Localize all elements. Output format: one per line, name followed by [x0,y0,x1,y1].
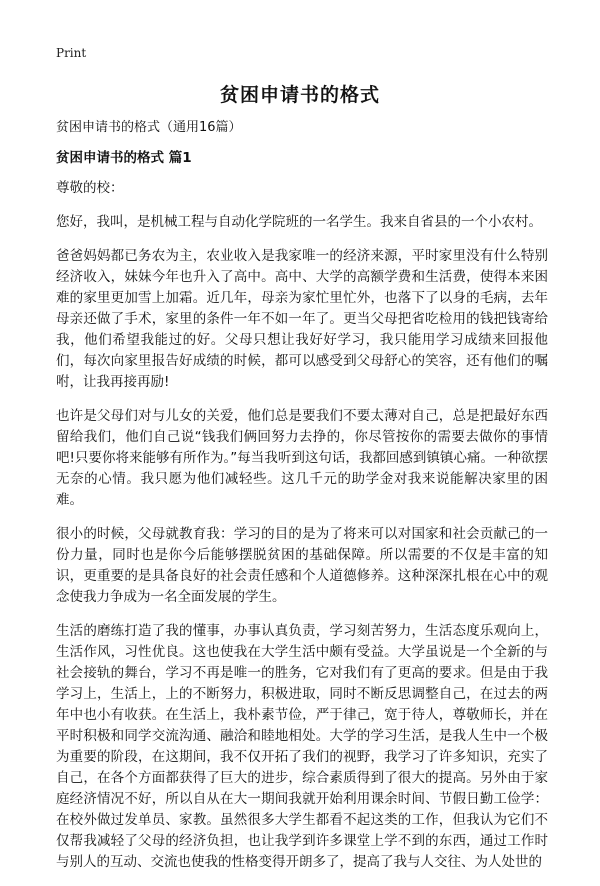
paragraph-parents-care: 也许是父母们对与儿女的关爱，他们总是要我们不要太薄对自己，总是把最好东西留给我们，他们自己说“钱我们俩回努力去挣的，你尽管按你的需要去做你的事情吧!只要你将来能够有所作为。”每当我听到这句话，我都回感到镇镇心痛。一种欲摆无奈的心情。我只愿为他们减轻些。这几千元的助学金对我来说能解决家里的困难。 [56,408,548,508]
document-body [56,118,548,886]
print-label[interactable]: Print [56,46,87,60]
section-heading: 贫困申请书的格式 篇1 [56,150,192,166]
paragraph-introduction: 您好，我叫，是机械工程与自动化学院班的一名学生。我来自省县的一个小农村。 [56,214,542,230]
document-subtitle: 贫困申请书的格式（通用16篇） [56,120,242,135]
paragraph-college-life: 生活的磨练打造了我的懂事，办事认真负责，学习刻苦努力，生活态度乐观向上，生活作风，习性优良。这也使我在大学生活中颇有受益。大学虽说是一个全新的与社会接轨的舞台，学习不再是唯一的胜务，它对我们有了更高的要求。但是由于我学习上，生活上，上的不断努力，积极进取，同时不断反思调整自己，在过去的两年中也小有收获。在生活上，我朴素节俭，严于律己，宽于待人，尊敬师长，并在平时积极和同学交流沟通、融洽和睦地相处。大学的学习生活，是我人生中一个极为重要的阶段，在这期间，我不仅开拓了我们的视野，我学习了许多知识，充实了自己，在各个方面都获得了巨大的进步，综合素质得到了很大的提高。另外由于家庭经济情况不好，所以自从在大一期间我就开始利用课余时间、节假日勤工俭学：在校外做过发单员、家教。虽然很多大学生都看不起这类的工作，但我认为它们不仅帮我减轻了父母的经济负担，也让我学到许多课堂上学不到的东西，通过工作时与别人的互动、交流也使我的性格变得开朗多了，提高了我与人交往、为人处世的 [56,623,548,870]
paragraph-salutation: 尊敬的校： [56,180,124,196]
paragraph-education-values: 很小的时候，父母就教育我：学习的目的是为了将来可以对国家和社会贡献己的一份力量，同时也是你今后能够摆脱贫困的基础保障。所以需要的不仅是丰富的知识，更重要的是具备良好的社会责任感和个人道德修养。这种深深扎根在心中的观念使我力争成为一名全面发展的学生。 [56,526,548,605]
paragraph-family-situation: 爸爸妈妈都已务农为主，农业收入是我家唯一的经济来源，平时家里没有什么特别经济收入，妹妹今年也升入了高中。高中、大学的高额学费和生活费，使得本来困难的家里更加雪上加霜。近几年，母亲为家忙里忙外，也落下了以身的毛病，去年母亲还做了手术，家里的条件一年不如一年了。更当父母把省吃检用的钱把钱寄给我，他们希望我能过的好。父母只想让我好好学习，我只能用学习成绩来回报他们，每次向家里报告好成绩的时候，都可以感受到父母舒心的笑容，还有他们的嘱咐，让我再接再励! [56,248,548,390]
page-title: 贫困申请书的格式 [219,84,380,106]
